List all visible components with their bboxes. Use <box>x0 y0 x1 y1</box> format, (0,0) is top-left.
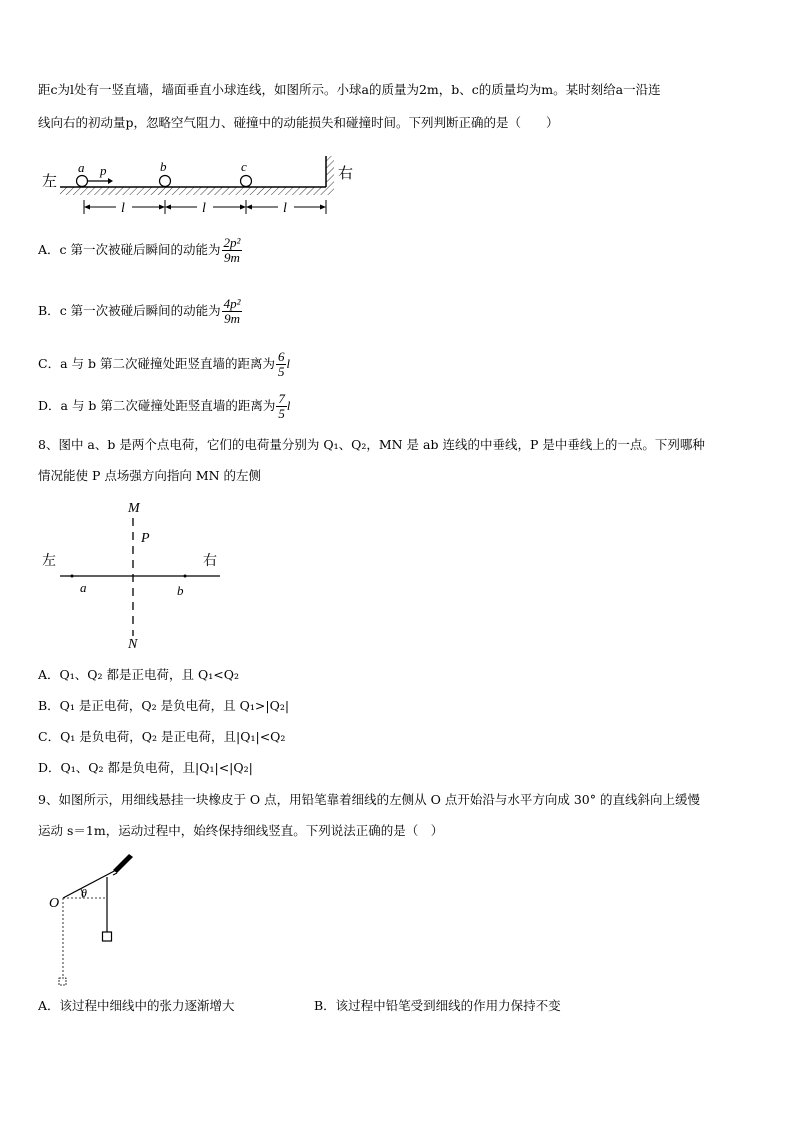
q8-option-b[interactable]: B．Q₁ 是正电荷，Q₂ 是负电荷，且 Q₁>|Q₂| <box>38 698 290 713</box>
q7-left-label: 左 <box>42 174 58 190</box>
q9-label-O: O <box>49 896 60 911</box>
q8-stem-line-1: 8、图中 a、b 是两个点电荷，它们的电荷量分别为 Q₁、Q₂，MN 是 ab 连线的中垂线，P 是中垂线上的一点。下列哪种 <box>38 437 705 452</box>
q7-stem-line-1: 距c为l处有一竖直墙，墙面垂直小球连线，如图所示。小球a的质量为2m，b、c的质量均为m。某时刻给a一沿连 <box>38 82 661 97</box>
q8-label-P: P <box>141 531 150 546</box>
q8-left-label: 左 <box>42 554 56 569</box>
ball-c <box>241 176 252 187</box>
spacing-label-1: l <box>121 201 125 216</box>
q8-stem-line-2: 情况能使 P 点场强方向指向 MN 的左侧 <box>38 468 262 483</box>
q9-option-a[interactable]: A．该过程中细线中的张力逐渐增大 <box>38 998 235 1013</box>
q8-option-a[interactable]: A．Q₁、Q₂ 都是正电荷，且 Q₁<Q₂ <box>38 667 239 682</box>
ball-c-label: c <box>241 159 247 174</box>
q9-label-theta: θ <box>81 886 87 900</box>
q7-right-label: 右 <box>338 166 354 182</box>
q7-b-fraction: $\frac{\text{4p²}}{9m}$ <box>223 296 241 326</box>
q8-label-a: a <box>80 580 87 595</box>
q8-figure <box>40 498 240 658</box>
ball-a-label: a <box>78 160 85 175</box>
q7-stem-line-2: 线向右的初动量p，忽略空气阻力、碰撞中的动能损失和碰撞时间。下列判断正确的是（ ） <box>38 115 559 130</box>
q7-a-fraction: $\frac{\text{2p²}}{9m}$ <box>223 235 241 265</box>
ball-a <box>77 176 88 187</box>
q9-stem-line-1: 9、如图所示，用细线悬挂一块橡皮于 O 点，用铅笔靠着细线的左侧从 O 点开始沿与水平方向成 30° 的直线斜向上缓慢 <box>38 792 700 807</box>
q8-option-c[interactable]: C．Q₁ 是负电荷，Q₂ 是正电荷，且|Q₁|<Q₂ <box>38 729 286 744</box>
q9-option-b[interactable]: B．该过程中铅笔受到细线的作用力保持不变 <box>314 998 561 1013</box>
q8-option-d[interactable]: D．Q₁、Q₂ 都是负电荷，且|Q₁|<|Q₂| <box>38 760 253 775</box>
q7-option-a[interactable]: A．c 第一次被碰后瞬间的动能为 $\frac{\text{2p²}}{9m}$ <box>38 235 241 265</box>
ball-b <box>160 176 171 187</box>
q8-label-M: M <box>128 501 140 516</box>
q8-label-N: N <box>128 637 138 652</box>
q7-figure <box>40 150 380 225</box>
q9-stem-line-2: 运动 s＝1m，运动过程中，始终保持细线竖直。下列说法正确的是（ ） <box>38 823 444 838</box>
momentum-label: p <box>100 163 107 178</box>
q7-option-b[interactable]: B．c 第一次被碰后瞬间的动能为 $\frac{\text{4p²}}{9m}$ <box>38 296 241 326</box>
q7-option-d[interactable]: D．a 与 b 第二次碰撞处距竖直墙的距离为 $\frac{7}{5}$ l <box>38 391 291 421</box>
q8-label-b: b <box>177 583 184 598</box>
q7-c-fraction: $\frac{6}{5}$ <box>277 349 285 379</box>
q7-d-fraction: $\frac{7}{5}$ <box>278 391 285 421</box>
q8-right-label: 右 <box>203 554 217 569</box>
ball-b-label: b <box>160 159 167 174</box>
spacing-label-2: l <box>202 201 206 216</box>
q7-option-c[interactable]: C．a 与 b 第二次碰撞处距竖直墙的距离为 $\frac{6}{5}$ l <box>38 349 290 379</box>
spacing-label-3: l <box>283 201 287 216</box>
q9-figure <box>45 850 155 990</box>
